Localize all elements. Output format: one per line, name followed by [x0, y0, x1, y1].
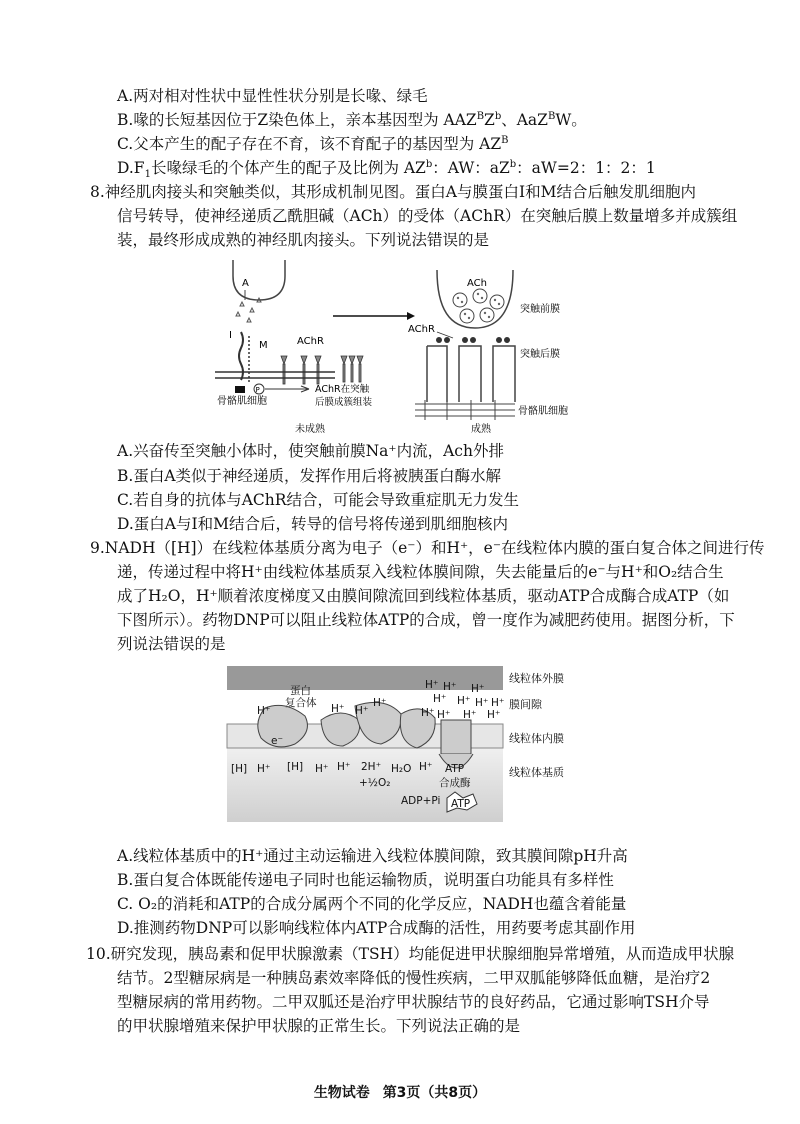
svg-text:H⁺: H⁺	[257, 705, 271, 717]
svg-text:H⁺: H⁺	[491, 697, 505, 709]
atp-synthase	[441, 720, 471, 754]
page-footer	[0, 1082, 800, 1102]
svg-text:H⁺: H⁺	[419, 761, 433, 773]
complex-label-2: 复合体	[285, 697, 317, 709]
protein-a-label: A	[242, 278, 249, 289]
q8-option-b: B.蛋白A类似于神经递质，发挥作用后将被胰蛋白酶水解	[117, 467, 502, 485]
nmj-figure	[215, 252, 595, 437]
footer-subject: 生物试卷	[313, 1085, 370, 1101]
svg-text:H⁺: H⁺	[257, 763, 271, 775]
electron-label: e⁻	[271, 735, 284, 747]
q9-stem-line2: 递，传递过程中将H⁺由线粒体基质泵入线粒体膜间隙，失去能量后的e⁻与H⁺和O₂结合生	[117, 563, 724, 581]
nadh-label-2: [H]	[287, 761, 304, 773]
achr-cluster-label-2: 后膜成簇组装	[315, 397, 373, 408]
svg-text:H⁺: H⁺	[437, 709, 451, 721]
half-oxygen-label: +½O₂	[359, 777, 391, 789]
q7-option-b: B.喙的长短基因位于Z染色体上，亲本基因型为 $AAZ^BZ^b$、AaZ$^B$W。	[117, 110, 587, 129]
q8-stem-line1: 8.神经肌肉接头和突触类似，其形成机制见图。蛋白A与膜蛋白Ⅰ和M结合后触发肌细胞内	[90, 183, 696, 201]
protein-m-label: M	[259, 340, 268, 351]
svg-text:H⁺: H⁺	[487, 709, 501, 721]
nerve-terminal	[233, 260, 285, 300]
intermembrane-space-label: 膜间隙	[509, 698, 542, 711]
svg-text:H⁺: H⁺	[373, 697, 387, 709]
achr-label-mature: AChR	[408, 324, 435, 335]
svg-text:H⁺: H⁺	[475, 697, 489, 709]
achr-label: AChR	[297, 336, 324, 347]
svg-text:H⁺: H⁺	[315, 763, 329, 775]
atp-label: ATP	[451, 798, 471, 810]
svg-text:H⁺: H⁺	[471, 683, 485, 695]
q9-option-b: B.蛋白复合体既能传递电子同时也能运输物质，说明蛋白功能具有多样性	[117, 871, 614, 889]
q7-option-d: $D.F_1$长喙绿毛的个体产生的配子及比例为 $AZ^b$：AW：$aZ^b$：aW=2：1：2：1	[117, 158, 656, 181]
svg-text:H⁺: H⁺	[337, 761, 351, 773]
complex-label-1: 蛋白	[290, 685, 311, 697]
svg-text:H⁺: H⁺	[331, 703, 345, 715]
atp-synthase-label-1: ATP	[445, 763, 465, 775]
ach-label: ACh	[467, 278, 487, 289]
immature-caption: 未成熟	[295, 424, 325, 435]
q10-stem-line4: 的甲状腺增殖来保护甲状腺的正常生长。下列说法正确的是	[117, 1017, 521, 1035]
q9-stem-line1: 9.NADH（[H]）在线粒体基质分离为电子（e⁻）和H⁺，e⁻在线粒体内膜的蛋白复合体之间进行传	[90, 539, 765, 557]
presynaptic-membrane-label: 突触前膜	[520, 304, 560, 315]
matrix-label: 线粒体基质	[509, 766, 564, 779]
q9-option-a: A.线粒体基质中的H⁺通过主动运输进入线粒体膜间隙，致其膜间隙pH升高	[117, 847, 628, 865]
q8-stem-line2: 信号转导，使神经递质乙酰胆碱（ACh）的受体（AChR）在突触后膜上数量增多并成簇组	[117, 207, 738, 225]
svg-text:H⁺: H⁺	[433, 693, 447, 705]
q9-option-c: C. O₂的消耗和ATP的合成分属两个不同的化学反应，NADH也蕴含着能量	[117, 895, 627, 913]
svg-text:H⁺: H⁺	[457, 695, 471, 707]
svg-text:H⁺: H⁺	[425, 679, 439, 691]
protein-i-label: I	[229, 330, 232, 341]
q8-stem-line3: 装，最终形成成熟的神经肌肉接头。下列说法错误的是	[117, 231, 490, 249]
q7-option-c: C.父本产生的配子存在不育，该不育配子的基因型为 $AZ^B$	[117, 134, 509, 153]
mitochondria-figure	[225, 662, 585, 832]
phosphate-label: P	[255, 386, 260, 394]
q9-option-d: D.推测药物DNP可以影响线粒体内ATP合成酶的活性，用药要考虑其副作用	[117, 919, 636, 937]
water-label: H₂O	[391, 763, 412, 775]
q10-stem-line3: 型糖尿病的常用药物。二甲双胍还是治疗甲状腺结节的良好药品，它通过影响TSH介导	[117, 993, 710, 1011]
muscle-cell-label-mature: 骨骼肌细胞	[518, 406, 568, 417]
svg-text:H⁺: H⁺	[421, 707, 435, 719]
q8-option-a: A.兴奋传至突触小体时，使突触前膜Na⁺内流，Ach外排	[117, 442, 504, 460]
svg-text:H⁺: H⁺	[463, 709, 477, 721]
nadh-label-1: [H]	[231, 763, 248, 775]
q10-stem-line2: 结节。2型糖尿病是一种胰岛素效率降低的慢性疾病，二甲双胍能够降低血糖，是治疗2	[117, 969, 711, 987]
muscle-cell-label-immature: 骨骼肌细胞	[217, 396, 267, 407]
two-h-label: 2H⁺	[361, 761, 382, 773]
postsynaptic-folds	[427, 346, 515, 402]
svg-text:H⁺: H⁺	[443, 681, 457, 693]
inner-membrane-label: 线粒体内膜	[509, 732, 564, 745]
atp-synthase-label-2: 合成酶	[439, 777, 471, 789]
svg-text:H⁺: H⁺	[355, 705, 369, 717]
q9-stem-line5: 列说法错误的是	[117, 635, 226, 653]
q10-stem-line1: 10.研究发现，胰岛素和促甲状腺激素（TSH）均能促进甲状腺细胞异常增殖，从而造成甲状腺	[86, 945, 735, 963]
outer-membrane	[227, 666, 503, 690]
footer-page-number: 第3页（共8页）	[382, 1085, 487, 1101]
achr-cluster-label-1: AChR在突触	[315, 384, 370, 395]
adp-pi-label: ADP+Pi	[401, 795, 441, 807]
postsynaptic-membrane-label: 突触后膜	[520, 349, 560, 360]
q8-option-c: C.若自身的抗体与AChR结合，可能会导致重症肌无力发生	[117, 491, 519, 509]
mature-caption: 成熟	[471, 424, 491, 435]
q9-stem-line4: 下图所示）。药物DNP可以阻止线粒体ATP的合成，曾一度作为减肥药使用。据图分析，下	[117, 611, 735, 629]
q7-option-a: A.两对相对性状中显性性状分别是长喙、绿毛	[117, 87, 428, 105]
q8-option-d: D.蛋白A与Ⅰ和M结合后，转导的信号将传递到肌细胞核内	[117, 515, 508, 533]
outer-membrane-label: 线粒体外膜	[509, 672, 564, 685]
q9-stem-line3: 成了H₂O，H⁺顺着浓度梯度又由膜间隙流回到线粒体基质，驱动ATP合成酶合成ATP（如	[117, 587, 730, 605]
